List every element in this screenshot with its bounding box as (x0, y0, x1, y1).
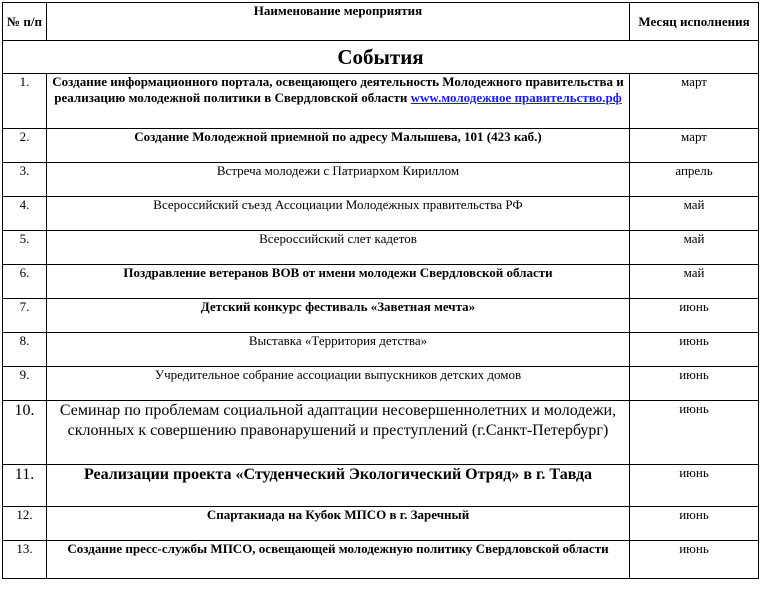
row-num: 3. (3, 163, 47, 197)
row-month: июнь (630, 333, 759, 367)
row-num: 8. (3, 333, 47, 367)
row-month: март (630, 129, 759, 163)
header-name: Наименование мероприятия (47, 3, 630, 41)
row-name: Выставка «Территория детства» (47, 333, 630, 367)
row-name: Семинар по проблемам социальной адаптации несовершеннолетних и молодежи, склонных к совершению правонарушений и преступлений (г.Санкт-Петербург) (47, 401, 630, 465)
row-month: май (630, 197, 759, 231)
section-title: События (3, 41, 759, 74)
table-row (3, 333, 759, 367)
table-row (3, 197, 759, 231)
section-row (3, 41, 759, 74)
row-num: 4. (3, 197, 47, 231)
row-month: май (630, 265, 759, 299)
row-num: 5. (3, 231, 47, 265)
row-name: Создание пресс-службы МПСО, освещающей молодежную политику Свердловской области (47, 541, 630, 579)
row-month: июнь (630, 367, 759, 401)
row-num: 10. (3, 401, 47, 465)
table-row (3, 401, 759, 465)
table-row (3, 367, 759, 401)
table-row (3, 74, 759, 129)
row-num: 7. (3, 299, 47, 333)
row-month: май (630, 231, 759, 265)
row-name (47, 74, 630, 129)
row-month: июнь (630, 541, 759, 579)
row-name: Учредительное собрание ассоциации выпускников детских домов (47, 367, 630, 401)
row-name: Реализации проекта «Студенческий Экологический Отряд» в г. Тавда (47, 465, 630, 507)
header-month: Месяц исполнения (630, 3, 759, 41)
table-row (3, 541, 759, 579)
header-num: № п/п (3, 3, 47, 41)
events-table (2, 2, 759, 579)
row-num: 12. (3, 507, 47, 541)
row-name: Всероссийский съезд Ассоциации Молодежных правительства РФ (47, 197, 630, 231)
table-row (3, 231, 759, 265)
row-name-text: Создание информационного портала, освещающего деятельность Молодежного правительства и реализацию молодежной политики в Свердловской области (52, 74, 624, 105)
row-name: Создание Молодежной приемной по адресу Малышева, 101 (423 каб.) (47, 129, 630, 163)
row-month: июнь (630, 401, 759, 465)
row-name: Поздравление ветеранов ВОВ от имени молодежи Свердловской области (47, 265, 630, 299)
table-row (3, 299, 759, 333)
row-month: март (630, 74, 759, 129)
row-name: Детский конкурс фестиваль «Заветная мечта» (47, 299, 630, 333)
row-num: 6. (3, 265, 47, 299)
row-name: Встреча молодежи с Патриархом Кириллом (47, 163, 630, 197)
row-month: апрель (630, 163, 759, 197)
table-row (3, 465, 759, 507)
portal-link[interactable]: www.молодежное правительство.рф (410, 90, 622, 105)
row-name: Спартакиада на Кубок МПСО в г. Заречный (47, 507, 630, 541)
table-row (3, 507, 759, 541)
row-num: 2. (3, 129, 47, 163)
table-row (3, 163, 759, 197)
row-num: 9. (3, 367, 47, 401)
row-num: 13. (3, 541, 47, 579)
table-row (3, 129, 759, 163)
row-month: июнь (630, 507, 759, 541)
table-row (3, 265, 759, 299)
row-month: июнь (630, 465, 759, 507)
row-num: 11. (3, 465, 47, 507)
row-month: июнь (630, 299, 759, 333)
row-num: 1. (3, 74, 47, 129)
row-name: Всероссийский слет кадетов (47, 231, 630, 265)
header-row (3, 3, 759, 41)
